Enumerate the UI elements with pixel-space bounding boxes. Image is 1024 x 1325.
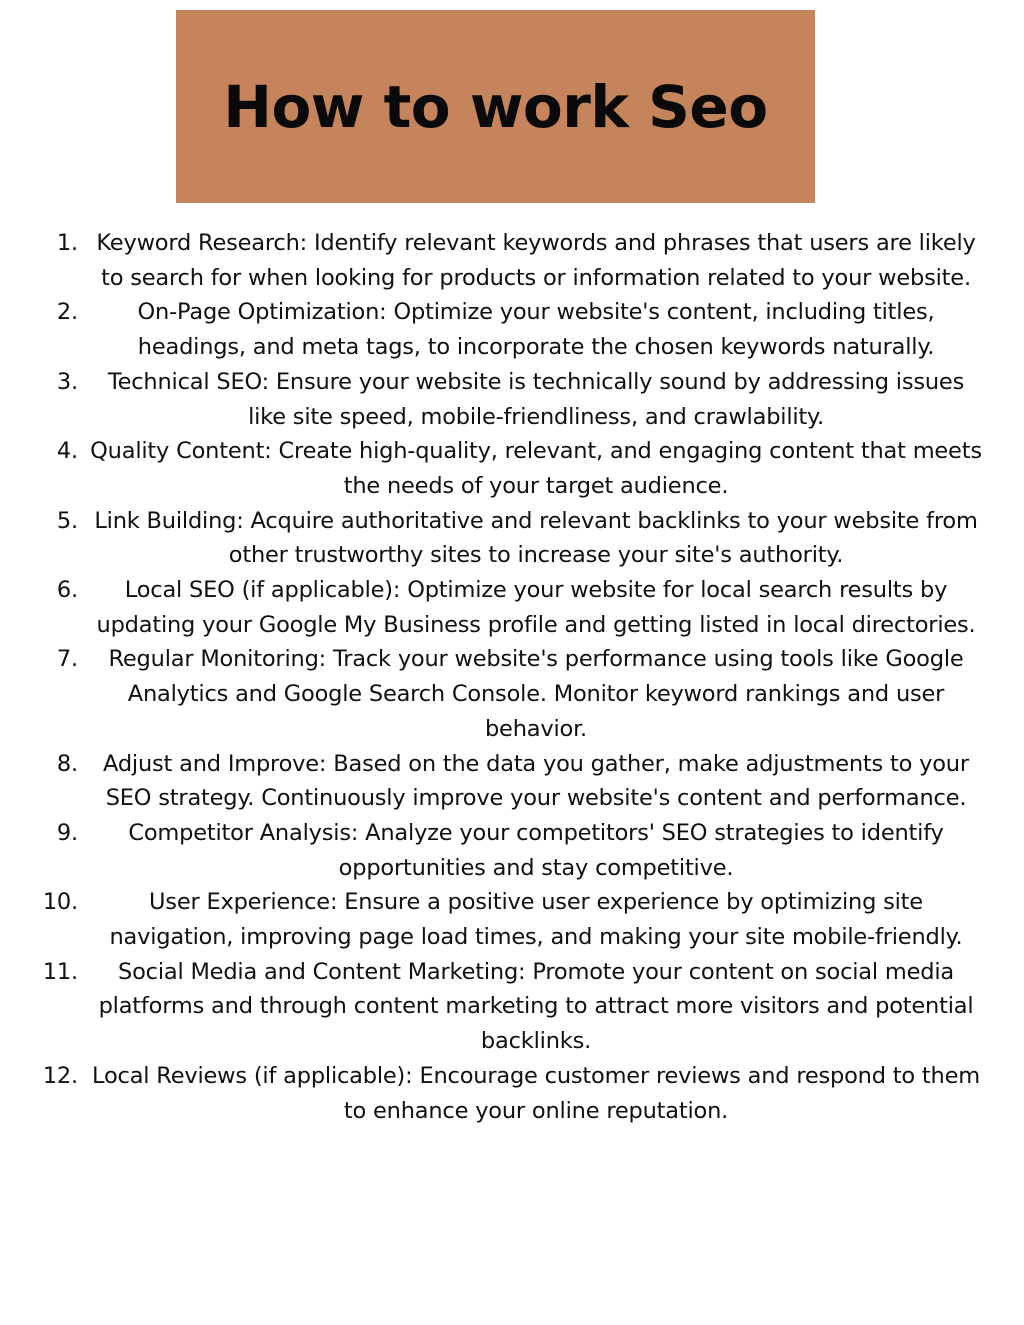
step-number: 5. <box>56 507 78 534</box>
step-number: 9. <box>56 819 78 846</box>
step-number: 6. <box>56 577 78 604</box>
list-item <box>30 573 1000 642</box>
step-number: 7. <box>56 646 78 673</box>
step-text: Technical SEO: Ensure your website is technically sound by addressing issues like site speed, mobile-friendliness, and crawlability. <box>107 368 965 430</box>
step-text: Adjust and Improve: Based on the data you gather, make adjustments to your SEO strategy. Continuously improve your website's content and performance. <box>103 750 969 812</box>
step-number: 3. <box>56 368 78 395</box>
list-item <box>30 504 1000 573</box>
step-text: Keyword Research: Identify relevant keywords and phrases that users are likely to search for when looking for products or information related to your website. <box>96 230 976 291</box>
list-item <box>30 226 1000 295</box>
title-banner <box>176 10 815 203</box>
list-item <box>30 747 1000 816</box>
list-item <box>30 816 1000 885</box>
list-item <box>30 955 1000 1059</box>
list-item <box>30 885 1000 954</box>
step-number: 8. <box>56 750 78 777</box>
step-text: Competitor Analysis: Analyze your competitors' SEO strategies to identify opportunities and stay competitive. <box>128 819 944 881</box>
step-text: Social Media and Content Marketing: Promote your content on social media platforms and through content marketing to attract more visitors and potential backlinks. <box>98 958 974 1055</box>
step-text: Local Reviews (if applicable): Encourage customer reviews and respond to them to enhance your online reputation. <box>92 1062 980 1124</box>
step-text: On-Page Optimization: Optimize your website's content, including titles, headings, and meta tags, to incorporate the chosen keywords naturally. <box>137 299 935 361</box>
step-text: Quality Content: Create high-quality, relevant, and engaging content that meets the needs of your target audience. <box>90 438 982 499</box>
step-text: Link Building: Acquire authoritative and relevant backlinks to your website from other trustworthy sites to increase your site's authority. <box>94 507 978 569</box>
page-title: How to work Seo <box>223 72 768 141</box>
list-item <box>30 295 1000 364</box>
step-number: 10. <box>42 889 78 916</box>
list-item <box>30 365 1000 434</box>
seo-steps-list <box>30 226 1000 1128</box>
step-number: 11. <box>42 958 78 985</box>
list-item <box>30 642 1000 746</box>
step-number: 4. <box>56 438 78 465</box>
step-text: Regular Monitoring: Track your website's performance using tools like Google Analytics and Google Search Console. Monitor keyword rankings and user behavior. <box>108 646 964 742</box>
list-item <box>30 1059 1000 1128</box>
step-number: 12. <box>42 1062 78 1089</box>
step-text: Local SEO (if applicable): Optimize your website for local search results by updating your Google My Business profile and getting listed in local directories. <box>96 577 976 638</box>
step-number: 1. <box>56 230 78 256</box>
step-number: 2. <box>56 299 78 326</box>
step-text: User Experience: Ensure a positive user experience by optimizing site navigation, improving page load times, and making your site mobile-friendly. <box>109 889 963 951</box>
list-item <box>30 434 1000 503</box>
